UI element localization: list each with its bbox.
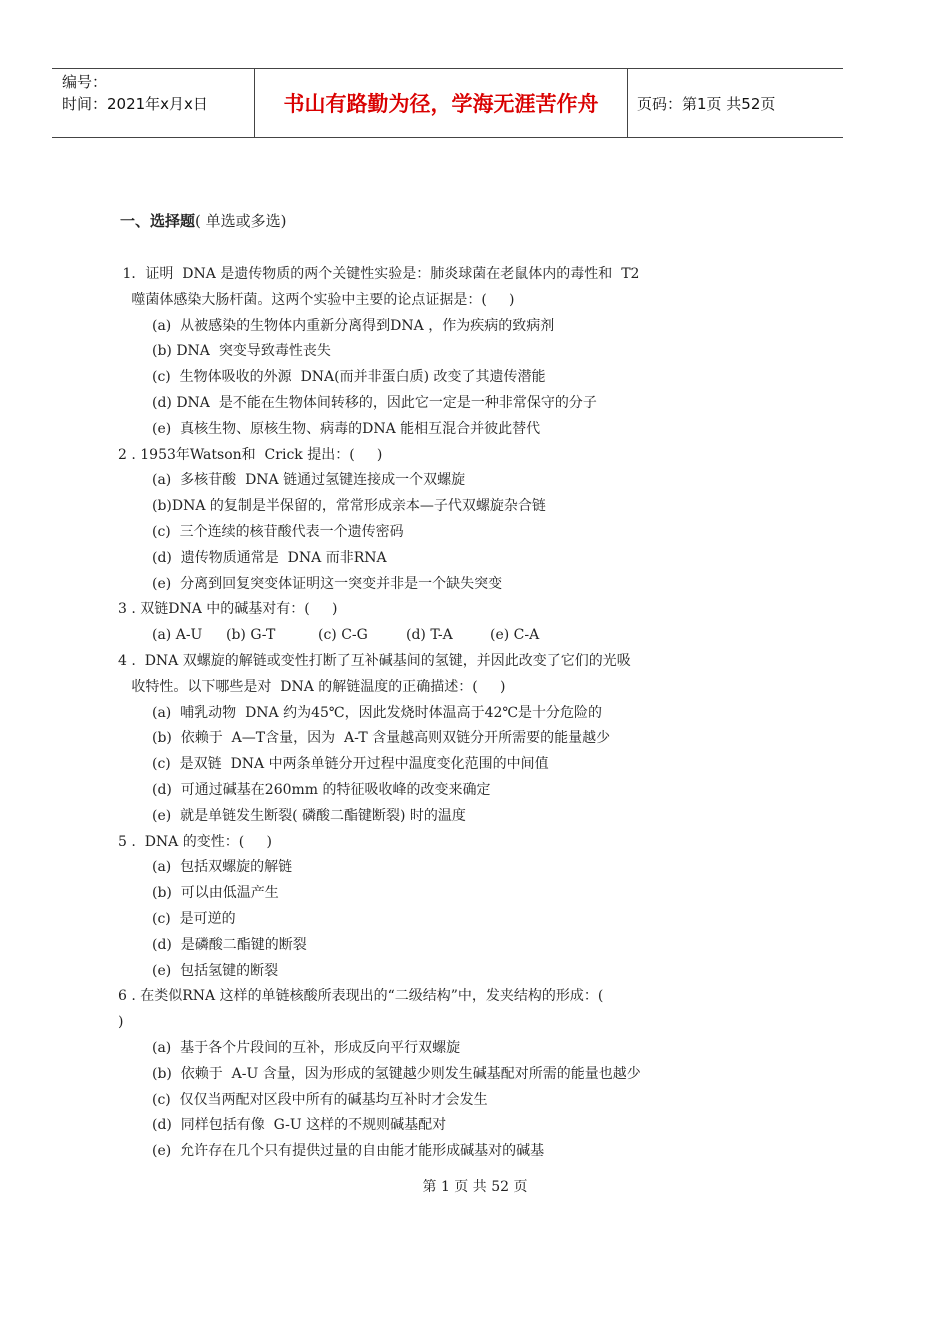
question-option: (c) 是双链 DNA 中两条单链分开过程中温度变化范围的中间值: [152, 756, 549, 773]
option-row: [118, 623, 788, 649]
question-list: [118, 262, 788, 1165]
question-1: [118, 262, 788, 443]
section-title-prefix: 一、选择题: [120, 212, 196, 230]
page-footer: 第 1 页 共 52 页: [422, 1179, 528, 1195]
page-header: [52, 68, 843, 138]
question-text: 4 . DNA 双螺旋的解链或变性打断了互补碱基间的氢键，并因此改变了它们的光吸: [118, 652, 631, 669]
section-title: [120, 210, 287, 232]
question-option: (e) 就是单链发生断裂( 磷酸二酯键断裂) 时的温度: [152, 807, 466, 824]
section-title-suffix: ( 单选或多选): [195, 212, 287, 230]
header-meta: [52, 69, 255, 137]
question-option: (c) C-G: [318, 627, 368, 644]
question-text: 收特性。以下哪些是对 DNA 的解链温度的正确描述：( ): [118, 678, 506, 695]
question-option: (c) 是可逆的: [152, 910, 236, 927]
number-label: 编号：: [62, 73, 108, 91]
question-option: (a) 从被感染的生物体内重新分离得到DNA ，作为疾病的致病剂: [152, 317, 555, 334]
question-option: (d) 同样包括有像 G-U 这样的不规则碱基配对: [152, 1117, 447, 1134]
question-option: (d) 是磷酸二酯键的断裂: [152, 936, 307, 953]
question-5: [118, 830, 788, 985]
question-text: 3 . 双链DNA 中的碱基对有：( ): [118, 601, 338, 618]
question-option: (c) 生物体吸收的外源 DNA(而并非蛋白质) 改变了其遗传潜能: [152, 369, 546, 386]
question-option: (a) A-U: [152, 627, 203, 644]
question-option: (e) 真核生物、原核生物、病毒的DNA 能相互混合并彼此替代: [152, 420, 541, 437]
question-option: (e) 允许存在几个只有提供过量的自由能才能形成碱基对的碱基: [152, 1143, 545, 1160]
question-option: (a) 基于各个片段间的互补，形成反向平行双螺旋: [152, 1039, 461, 1056]
question-option: (a) 多核苷酸 DNA 链通过氢键连接成一个双螺旋: [152, 472, 466, 489]
header-page-info: 页码：第1页 共52页: [637, 94, 776, 113]
header-motto: 书山有路勤为径，学海无涯苦作舟: [255, 69, 628, 137]
question-option: (b) G-T: [226, 627, 276, 644]
question-text: 6 . 在类似RNA 这样的单链核酸所表现出的“二级结构”中，发夹结构的形成：(: [118, 988, 604, 1005]
question-6: [118, 984, 788, 1165]
question-option: (c) 三个连续的核苷酸代表一个遗传密码: [152, 523, 404, 540]
question-2: [118, 443, 788, 598]
question-option: (e) 包括氢键的断裂: [152, 962, 279, 979]
question-3: [118, 597, 788, 649]
question-option: (d) T-A: [406, 627, 453, 644]
question-text: 1．证明 DNA 是遗传物质的两个关键性实验是：肺炎球菌在老鼠体内的毒性和 T2: [118, 266, 640, 282]
question-option: (d) 可通过碱基在260mm 的特征吸收峰的改变来确定: [152, 781, 491, 798]
question-option: (d) DNA 是不能在生物体间转移的，因此它一定是一种非常保守的分子: [152, 394, 597, 411]
question-option: (b)DNA 的复制是半保留的，常常形成亲本—子代双螺旋杂合链: [152, 498, 546, 515]
question-option: (a) 哺乳动物 DNA 约为45℃，因此发烧时体温高于42℃是十分危险的: [152, 704, 603, 721]
question-option: (b) 可以由低温产生: [152, 885, 279, 902]
question-option: (b) 依赖于 A—T含量，因为 A-T 含量越高则双链分开所需要的能量越少: [152, 730, 611, 747]
question-text: 噬菌体感染大肠杆菌。这两个实验中主要的论点证据是：( ): [118, 291, 515, 308]
question-text: 5 . DNA 的变性：( ): [118, 833, 272, 850]
question-option: (b) 依赖于 A-U 含量，因为形成的氢键越少则发生碱基配对所需的能量也越少: [152, 1065, 641, 1082]
question-text: 2 . 1953年Watson和 Crick 提出：( ): [118, 446, 383, 463]
question-option: (b) DNA 突变导致毒性丧失: [152, 343, 331, 360]
question-option: (c) 仅仅当两配对区段中所有的碱基均互补时才会发生: [152, 1091, 488, 1108]
time-label: 时间：2021年x月x日: [62, 95, 208, 113]
question-option: (d) 遗传物质通常是 DNA 而非RNA: [152, 549, 387, 566]
question-text: ): [118, 1014, 124, 1031]
question-option: (e) 分离到回复突变体证明这一突变并非是一个缺失突变: [152, 575, 503, 592]
question-option: (e) C-A: [490, 627, 540, 644]
question-option: (a) 包括双螺旋的解链: [152, 859, 293, 876]
question-4: [118, 649, 788, 830]
